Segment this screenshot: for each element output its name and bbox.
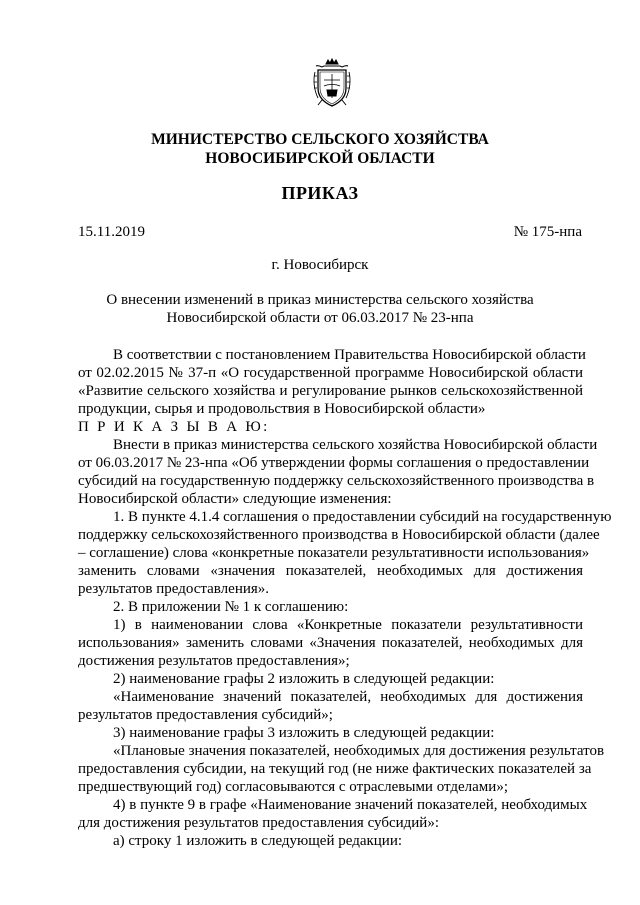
- body-line: результатов предоставления».: [78, 581, 270, 597]
- body-line: предоставления субсидии, на текущий год (не ниже фактических показателей за: [78, 761, 592, 777]
- document-number: № 175-нпа: [513, 224, 582, 240]
- body-line: 1. В пункте 4.1.4 соглашения о предоставлении субсидий на государственную: [113, 509, 612, 525]
- body-line: результатов предоставления субсидий»;: [78, 707, 333, 723]
- body-line: «Развитие сельского хозяйства и регулирование рынков сельскохозяйственной: [78, 383, 583, 399]
- body-line: предшествующий год) согласовываются с отраслевыми отделами»;: [78, 779, 508, 795]
- coat-of-arms-icon: [312, 58, 352, 108]
- document-city: г. Новосибирск: [271, 257, 369, 273]
- body-line: от 06.03.2017 № 23-нпа «Об утверждении формы соглашения о предоставлении: [78, 455, 590, 471]
- document-date: 15.11.2019: [78, 224, 145, 240]
- body-line: – соглашение) слова «конкретные показатели результативности использования»: [78, 545, 590, 561]
- ministry-title-line-2: НОВОСИБИРСКОЙ ОБЛАСТИ: [205, 150, 435, 167]
- body-line: субсидий на государственную поддержку сельскохозяйственного производства в: [78, 473, 595, 489]
- body-line: поддержку сельскохозяйственного производства в Новосибирской области (далее: [78, 527, 600, 543]
- body-line: для достижения результатов предоставления субсидий»:: [78, 815, 439, 831]
- body-line: В соответствии с постановлением Правительства Новосибирской области: [113, 347, 586, 363]
- document-type-heading: ПРИКАЗ: [281, 183, 359, 203]
- body-line-order-word: П Р И К А З Ы В А Ю:: [78, 419, 270, 435]
- body-line: «Наименование значений показателей, необходимых для достижения: [113, 689, 583, 705]
- body-line: Внести в приказ министерства сельского хозяйства Новосибирской области: [113, 437, 598, 453]
- body-line: от 02.02.2015 № 37-п «О государственной программе Новосибирской области: [78, 365, 583, 381]
- body-line: 2) наименование графы 2 изложить в следующей редакции:: [113, 671, 495, 687]
- body-line: использования» заменить словами «Значения показателей, необходимых для: [78, 635, 583, 651]
- ministry-title-line-1: МИНИСТЕРСТВО СЕЛЬСКОГО ХОЗЯЙСТВА: [151, 131, 489, 148]
- document-subject-line-2: Новосибирской области от 06.03.2017 № 23-нпа: [166, 310, 474, 326]
- document-subject-line-1: О внесении изменений в приказ министерства сельского хозяйства: [106, 292, 534, 308]
- body-line: Новосибирской области» следующие изменения:: [78, 491, 392, 507]
- body-line: «Плановые значения показателей, необходимых для достижения результатов: [113, 743, 605, 759]
- body-line: заменить словами «значения показателей, необходимых для достижения: [78, 563, 583, 579]
- body-line: продукции, сырья и продовольствия в Новосибирской области»: [78, 401, 486, 417]
- body-line: достижения результатов предоставления»;: [78, 653, 350, 669]
- body-line: 3) наименование графы 3 изложить в следующей редакции:: [113, 725, 495, 741]
- body-line: 4) в пункте 9 в графе «Наименование значений показателей, необходимых: [113, 797, 588, 813]
- body-line: 1) в наименовании слова «Конкретные показатели результативности: [113, 617, 583, 633]
- body-line: 2. В приложении № 1 к соглашению:: [113, 599, 349, 615]
- body-line: а) строку 1 изложить в следующей редакции:: [113, 833, 403, 849]
